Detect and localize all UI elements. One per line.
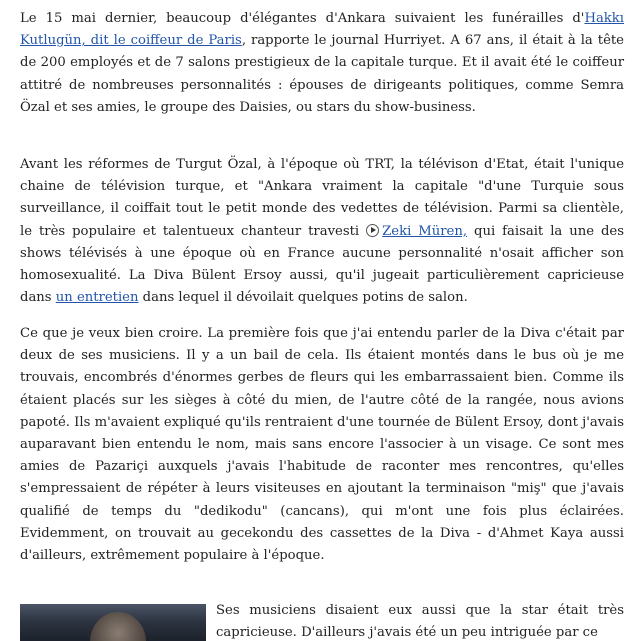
hakki-kutlugun-link[interactable]: Hakkı Kutlugün, dit le coiffeur de Paris (20, 11, 624, 49)
paragraph-1-text-a: Le 15 mai dernier, beaucoup d'élégantes d'Ankara suivaient les funérailles d' (20, 11, 585, 26)
paragraph-1-text-b: , rapporte le journal Hurriyet. A 67 ans, il était à la tête de 200 employés et de 7 salons prestigieux de la capitale turque. Et il avait été le coiffeur attitré de nombreuses personnalités : épouses de dirigeants politiques, comme Semra Özal et ses amies, le groupe des Daisies, ou stars du show-business. (20, 33, 624, 115)
paragraph-3: Ce que je veux bien croire. La première fois que j'ai entendu parler de la Diva c'était par deux de ses musiciens. Il y a un bail de cela. Ils étaient montés dans le bus où je me trouvais, encombrés d'énormes gerbes de fleurs qui les embarrassaient bien. Comme ils étaient placés sur les sièges à côté du mien, de l'autre côté de la rangée, nous avions papoté. Ils m'avaient expliqué qu'ils rentraient d'une tournée de Bülent Ersoy, dont j'avais auparavant bien entendu le nom, mais sans encore l'associer à un visage. Ce sont mes amies de Pazariçi auxquels j'avais l'habitude de raconter mes rencontres, qu'elles s'empressaient de répéter à leurs visiteuses en ajoutant la terminaison "miş" que j'avais qualifié de temps du "dedikodu" (cancans), qui m'ont une fois plus éclairées. Evidemment, on trouvait au gecekondu des cassettes de la Diva - d'Ahmet Kaya aussi d'ailleurs, extrêmement populaire à l'époque. (20, 326, 624, 564)
zeki-muren-link[interactable]: Zeki Müren, (382, 223, 468, 239)
paragraph-2-text-b: qui faisait la une des shows télévisés à une époque où en France aucune personnalité n'osait afficher son homosexualité. La Diva Bülent Ersoy aussi, qu'il jugeait particulièrement capricieuse dans (20, 223, 624, 306)
paragraph-1 (20, 8, 624, 119)
paragraph-4: Ses musiciens disaient eux aussi que la star était très capricieuse. D'ailleurs j'avais été un peu intriguée par ce (216, 603, 624, 641)
article-photo (20, 604, 206, 641)
paragraph-2-text-c: dans lequel il dévoilait quelques potins de salon. (138, 290, 468, 306)
photo-portrait-figure (90, 612, 146, 641)
paragraph-2-text-a: Avant les réformes de Turgut Özal, à l'époque où TRT, la télévison d'Etat, était l'unique chaine de télévision turque, et "Ankara vraiment la capitale "d'une Turquie sous surveillance, il coiffait tout le petit monde des vedettes de télévision. Parmi sa clientèle, le très populaire et talentueux chanteur travesti (20, 157, 624, 239)
interview-link[interactable]: un entretien (55, 290, 139, 306)
play-circle-icon[interactable] (366, 224, 379, 237)
paragraph-2 (20, 154, 624, 309)
